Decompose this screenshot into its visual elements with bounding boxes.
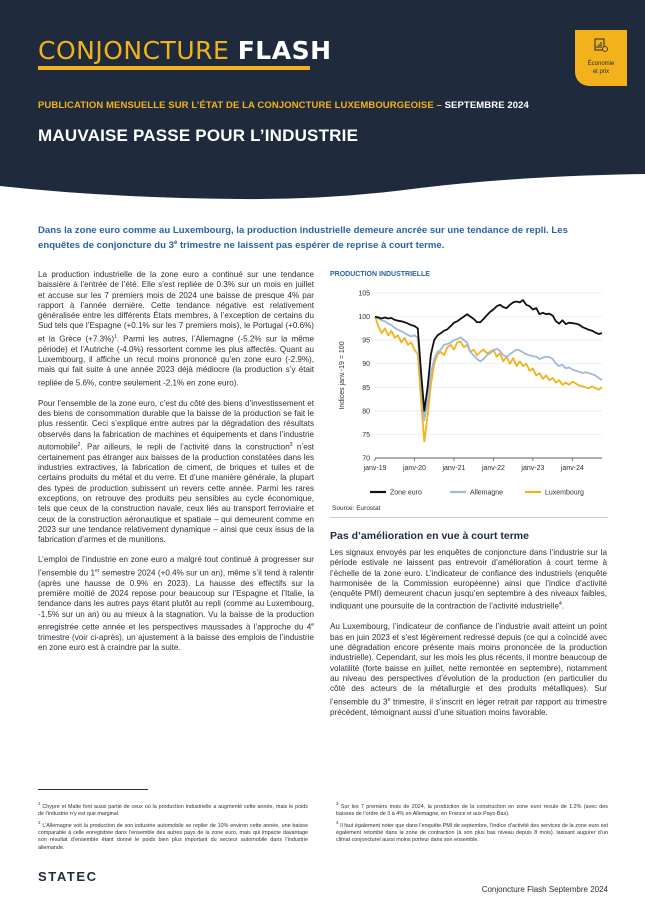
paragraph: Au Luxembourg, l’indicateur de confiance de l’industrie avait atteint un point bas en juin 2023 et s’est légèrement redressé depuis (ce qui a coïncidé avec une dégradation encore présente mais moins prononcée de la production industrielle). Cependant, sur les mois les plus récents, il montre beaucoup de volatilité (forte baisse en juillet, nette remontée en septembre), notamment au niveau des perspectives d’évolution de la production (en particulier du côté des acteurs de la métallurgie et des produits métalliques). Sur l’ensemble du 3e trimestre, il s’inscrit en léger retrait par rapport au trimestre précédent, témoignant aussi d’une situation moins favorable. — [330, 622, 607, 717]
footnote: $^2$ L’Allemagne voit la production de son industrie automobile se replier de 10% environ cette année, une baisse comparable à celle enregistrée dans l’ensemble des autres pays de la zone euro, mais qui impacte davantage son résultat d’ensemble étant donné le poids bien plus important du secteur automobile dans l’industrie allemande. — [38, 820, 308, 851]
divider — [330, 517, 608, 518]
y-tick-label: 80 — [362, 408, 370, 416]
section-heading: Pas d’amélioration en vue à court terme — [330, 530, 529, 542]
publication-text: PUBLICATION MENSUELLE SUR L’ÉTAT DE LA CONJONCTURE LUXEMBOURGEOISE – — [38, 100, 445, 111]
x-tick-label: janv-23 — [521, 465, 545, 472]
theme-badge — [575, 30, 627, 86]
publication-month: SEPTEMBRE 2024 — [444, 100, 529, 111]
paragraph: L’emploi de l’industrie en zone euro a malgré tout continué à progresser sur l’ensemble du 1er semestre 2024 (+0.4% sur un an), même s’il tend à ralentir (après une hausse de 0.9% en 2023). La hausse des effectifs sur la première moitié de 2024 repose pour beaucoup sur l’Espagne et l’Italie, la tendance dans les autres pays étant plutôt au repli (comme au Luxembourg, -1.5% sur un an) ou au mieux à la stagnation. Vu la baisse de la production enregistrée cette année et les perspectives maussades à l’approche du 4e trimestre (voir ci-après), un ajustement à la baisse des emplois de l’industrie en zone euro est à craindre par la suite. — [38, 555, 314, 653]
y-tick-label: 75 — [362, 431, 370, 439]
footnotes-left — [38, 800, 308, 853]
x-tick-label: janv-24 — [560, 465, 584, 472]
y-tick-label: 100 — [358, 314, 370, 322]
x-tick-label: janv-20 — [402, 465, 426, 472]
footnote: $^1$ Chypre et Malte font aussi partie de ceux où la production industrielle a augmenté cette année, mais le poids de l’industrie n’y est que marginal. — [38, 801, 308, 817]
paragraph: Pour l’ensemble de la zone euro, c’est du côté des biens d’investissement et des biens de consommation durable que la baisse de la production se fait le plus ressentir. Ceci s’explique entre autres par la dégradation des résultats observés dans la fabrication de machines et équipements et dans l’industrie automobile$^2$. Par ailleurs, le repli de l’activité dans la construction$^3$ n’est certainement pas étranger aux baisses de la production constatées dans les industries extractives, la fabrication de ciment, de briques et tuiles et de certains produits du métal et du verre. Et d’une manière générale, la plupart des types de production subissent un revers cette année. Parmi les rares exceptions, on retrouve des produits peu sensibles au cycle économique, tels que ceux de la construction navale, ceux liés au transport ferroviaire et ceux de la construction aéronautique et spatiale – qui demeurent comme en 2023 sur une tendance relativement dynamique – ainsi que ceux issus de la fabrication d’armes et de munitions. — [38, 398, 314, 545]
lead-sup: e — [173, 240, 178, 246]
y-tick-label: 105 — [358, 290, 370, 298]
lead-text-2: trimestre ne laissent pas espérer de reprise à court terme. — [177, 240, 445, 252]
badge-line-2: et prix — [592, 69, 610, 75]
footnote-rule — [38, 789, 148, 790]
coins-chart-icon — [594, 37, 608, 53]
brand-light: CONJONCTURE — [38, 36, 230, 65]
brand-logo — [38, 36, 332, 65]
chart-title: PRODUCTION INDUSTRIELLE — [330, 271, 430, 278]
y-tick-label: 90 — [362, 361, 370, 369]
page-header — [0, 0, 645, 208]
brand-underline — [38, 66, 310, 70]
y-tick-label: 70 — [362, 455, 370, 463]
right-column — [330, 548, 607, 728]
x-tick-label: janv-21 — [442, 465, 466, 472]
footnotes-right — [336, 800, 608, 846]
legend-label: Luxembourg — [545, 489, 584, 497]
x-tick-label: janv-22 — [481, 465, 505, 472]
paragraph: La production industrielle de la zone euro a continué sur une tendance baissière à l’entrée de l’été. Elle s’est repliée de 0.3% sur un mois en juillet et accuse sur les 7 premiers mois de 2024 une baisse de presque 4% par rapport à l’année dernière. Cette tendance négative est relativement généralisée entre les différents États membres, à l’exception de certains du Sud tels que l’Espagne (+0.1% sur les 7 premiers mois), le Portugal (+0.6%) et la Grèce $(+7.3\%)^1$. Parmi les autres, l’Allemagne (-5.2% sur la même période) et l’Autriche (-4.0%) ressortent comme les plus affectés. Quant au Luxembourg, il affiche un recul moins prononcé qu’en zone euro (-2.9%), mais qui fait suite à une année 2023 déjà médiocre (la production s’y était repliée de 5.6%, contre seulement -2.1% en zone euro). — [38, 270, 314, 388]
y-tick-label: 95 — [362, 337, 370, 345]
series-line-allemagne — [375, 317, 602, 421]
lead-paragraph — [38, 224, 610, 252]
statec-logo: STATEC — [38, 869, 98, 884]
footnote: $^3$ Sur les 7 premiers mois de 2024, la production de la construction en zone euro recule de 1.2% (avec des baisses de l’ordre de 3 à 4% en Allemagne, en France et aux Pays-Bas). — [336, 801, 608, 817]
x-tick-label: janv-19 — [363, 465, 387, 472]
left-column — [38, 270, 314, 664]
brand-bold: FLASH — [237, 36, 332, 65]
footnote: $^4$ Il faut également noter que dans l’enquête PMI de septembre, l’indice d’activité des services de la zone euro est également retombé dans la zone de contraction (à son plus bas niveau depuis 8 mois), laissant augurer d’un climat conjoncturel aussi moins porteur dans son ensemble. — [336, 820, 608, 844]
footer-label: Conjoncture Flash Septembre 2024 — [481, 885, 608, 894]
y-tick-label: 85 — [362, 384, 370, 392]
badge-line-1: Économie — [587, 61, 615, 67]
lead-text-1: Dans la zone euro comme au Luxembourg, la production industrielle demeure ancrée sur une tendance de repli. Les enquêtes de conjoncture du 3 — [38, 225, 568, 252]
production-chart — [330, 280, 610, 502]
y-axis-label: Indices janv.-19 = 100 — [339, 341, 346, 410]
page-title: MAUVAISE PASSE POUR L’INDUSTRIE — [38, 126, 359, 145]
publication-line — [38, 100, 529, 111]
paragraph: Les signaux envoyés par les enquêtes de conjoncture dans l’industrie sur la période estivale ne laissent pas entrevoir d’amélioration à court terme à l’échelle de la zone euro. L’indicateur de confiance des industriels (enquête harmonisée de la Commission européenne) ainsi que l’indice d’activité (enquête PMI) demeurent chacun jusqu’en septembre à des niveaux faibles, indiquant une poursuite de la contraction de l’activité industrielle$^4$. — [330, 548, 607, 612]
chart-source: Source: Eurostat — [332, 505, 381, 512]
legend-label: Allemagne — [470, 489, 504, 497]
legend-label: Zone euro — [390, 489, 422, 497]
